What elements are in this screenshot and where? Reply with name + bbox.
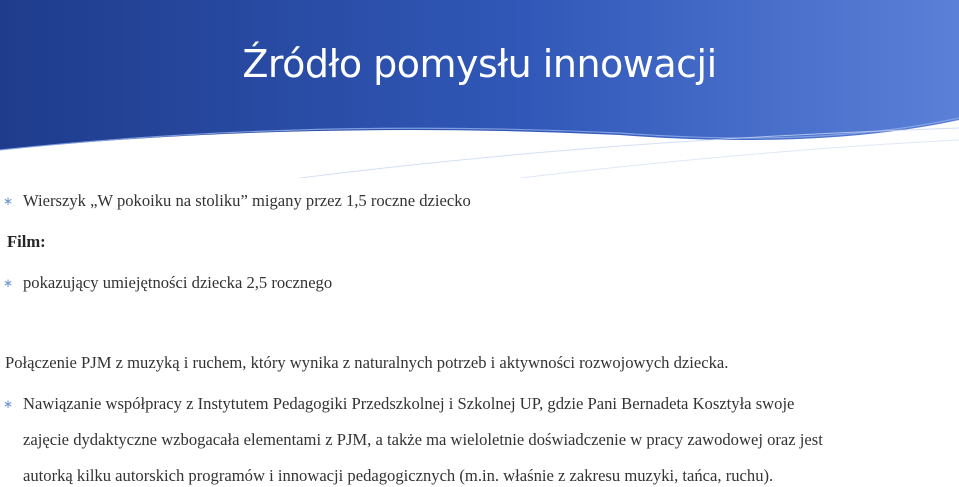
bullet-marker-2: ∗ [3,276,14,290]
bullet-text-3-line-1: Nawiązanie współpracy z Instytutem Pedagogiki Przedszkolnej i Szkolnej UP, gdzie Pani Bernadeta Kosztyła swoje [23,394,795,413]
paragraph-pjm: Połączenie PJM z muzyką i ruchem, który wynika z naturalnych potrzeb i aktywności rozwojowych dziecka. [5,353,729,372]
slide-title: Źródło pomysłu innowacji [242,42,717,86]
film-label: Film: [7,232,46,251]
bullet-marker-3: ∗ [3,397,14,411]
bullet-text-3-line-2: zajęcie dydaktyczne wzbogacała elementami z PJM, a także ma wieloletnie doświadczenie w pracy zawodowej oraz jest [23,430,823,449]
bullet-text-1: Wierszyk „W pokoiku na stoliku” migany przez 1,5 roczne dziecko [23,191,471,210]
title-banner [0,0,959,178]
bullet-text-2: pokazujący umiejętności dziecka 2,5 rocznego [23,273,333,292]
bullet-marker-1: ∗ [3,194,14,208]
bullet-text-3-line-3: autorką kilku autorskich programów i innowacji pedagogicznych (m.in. właśnie z zakresu muzyki, tańca, ruchu). [23,466,774,485]
